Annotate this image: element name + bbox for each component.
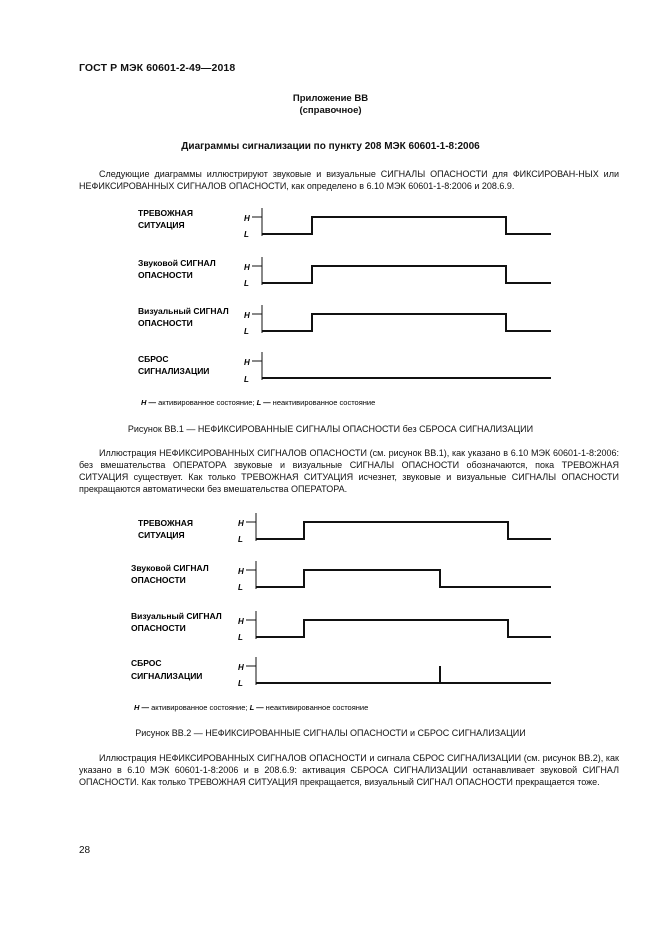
signal-label: Визуальный СИГНАЛ [131, 611, 222, 621]
section-title: Диаграммы сигнализации по пункту 208 МЭК 60601-1-8:2006 [181, 141, 480, 152]
signal-label: СИТУАЦИЯ [138, 530, 185, 540]
signal-label: Звуковой СИГНАЛ [131, 563, 209, 573]
fig2-row-visual-signal [131, 611, 551, 642]
waveform [256, 620, 551, 637]
figure-2-caption: Рисунок ВВ.2 — НЕФИКСИРОВАННЫЕ СИГНАЛЫ ОПАСНОСТИ и СБРОС СИГНАЛИЗАЦИИ [135, 728, 526, 738]
signal-label: СБРОС [131, 658, 162, 668]
level-high: H [238, 617, 244, 626]
appendix-title: Приложение ВВ [292, 93, 369, 104]
signal-label: ОПАСНОСТИ [138, 270, 193, 280]
signal-label: ТРЕВОЖНАЯ [138, 208, 194, 218]
level-low: L [244, 230, 249, 239]
figure-1-legend: H — активированное состояние; L — неактивированное состояние [141, 398, 376, 407]
level-high: H [244, 358, 250, 367]
signal-label: Звуковой СИГНАЛ [138, 258, 216, 268]
level-high: H [238, 663, 244, 672]
level-high: H [238, 567, 244, 576]
level-low: L [244, 375, 249, 384]
figure-1-caption: Рисунок ВВ.1 — НЕФИКСИРОВАННЫЕ СИГНАЛЫ ОПАСНОСТИ без СБРОСА СИГНАЛИЗАЦИИ [127, 424, 534, 434]
signal-label: Визуальный СИГНАЛ [138, 306, 229, 316]
figure-2-legend: H — активированное состояние; L — неактивированное состояние [134, 703, 369, 712]
figure-1-explanation: Иллюстрация НЕФИКСИРОВАННЫХ СИГНАЛОВ ОПАСНОСТИ (см. рисунок ВВ.1), как указано в 6.10 МЭК 60601-1-8:2006: без вмешательства ОПЕРАТОРА звуковые и визуальные СИГНАЛЫ ОПАСНОСТИ обозначаются, пока ТРЕВОЖНАЯ СИТУАЦИЯ существует. Как только ТРЕВОЖНАЯ СИТУАЦИЯ исчезнет, звуковые и визуальные СИГНАЛЫ ОПАСНОСТИ прекращаются автоматически без вмешательства ОПЕРАТОРА. [79, 448, 619, 494]
level-high: H [238, 519, 244, 528]
signal-label: СБРОС [138, 354, 169, 364]
level-high: H [244, 263, 250, 272]
level-low: L [238, 535, 243, 544]
fig2-row-alarm-condition [138, 513, 551, 544]
appendix-subtitle: (справочное) [299, 105, 362, 116]
signal-label: СИТУАЦИЯ [138, 220, 185, 230]
waveform [256, 522, 551, 539]
signal-label: ТРЕВОЖНАЯ [138, 518, 194, 528]
fig2-row-audio-signal [131, 561, 551, 592]
document-header: ГОСТ Р МЭК 60601-2-49—2018 [79, 62, 236, 74]
figure-2-explanation: Иллюстрация НЕФИКСИРОВАННЫХ СИГНАЛОВ ОПАСНОСТИ и сигнала СБРОС СИГНАЛИЗАЦИИ (см. рисунок ВВ.2), как указано в 6.10 МЭК 60601-1-8:2006 и в 208.6.9: активация СБРОСА СИГНАЛИЗАЦИИ останавливает звуковой СИГНАЛ ОПАСНОСТИ. Как только ТРЕВОЖНАЯ СИТУАЦИЯ прекращается, визуальный СИГНАЛ ОПАСНОСТИ прекращается тоже. [79, 753, 619, 787]
page-number: 28 [79, 845, 91, 856]
level-low: L [238, 633, 243, 642]
signal-label: ОПАСНОСТИ [131, 575, 186, 585]
level-low: L [244, 327, 249, 336]
level-low: L [238, 679, 243, 688]
waveform [256, 570, 551, 587]
signal-label: ОПАСНОСТИ [131, 623, 186, 633]
signal-label: ОПАСНОСТИ [138, 318, 193, 328]
intro-paragraph: Следующие диаграммы иллюстрируют звуковые и визуальные СИГНАЛЫ ОПАСНОСТИ для ФИКСИРОВАН-НЫХ или НЕФИКСИРОВАННЫХ СИГНАЛОВ ОПАСНОСТИ, как определено в 6.10 МЭК 60601-1-8:2006 и 208.6.9. [79, 169, 619, 191]
signal-label: СИГНАЛИЗАЦИИ [138, 366, 210, 376]
level-low: L [244, 279, 249, 288]
level-high: H [244, 311, 250, 320]
fig2-row-alarm-reset [131, 657, 551, 688]
level-high: H [244, 214, 250, 223]
signal-label: СИГНАЛИЗАЦИИ [131, 671, 203, 681]
level-low: L [238, 583, 243, 592]
